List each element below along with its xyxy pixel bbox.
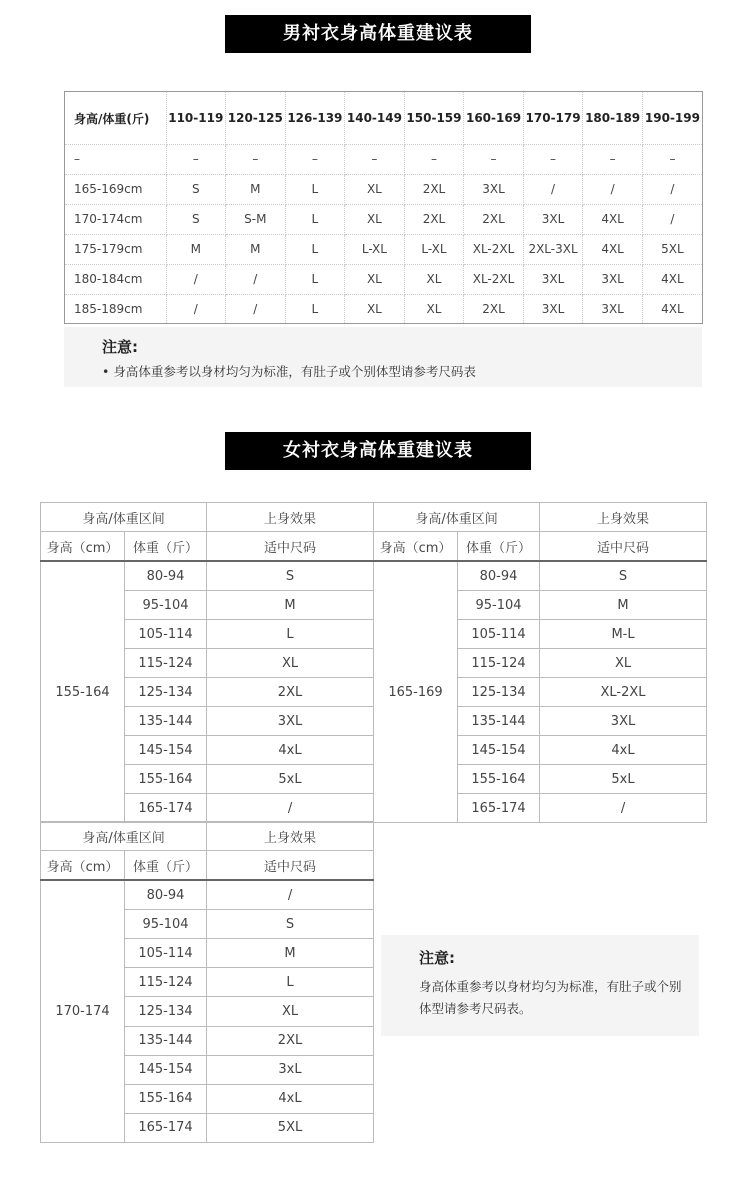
size-header: 适中尺码 bbox=[207, 851, 374, 881]
size-cell: 2XL bbox=[207, 678, 374, 707]
range-header: 身高/体重区间 bbox=[41, 822, 207, 851]
weight-cell: 105-114 bbox=[125, 620, 207, 649]
height-range-cell: 170-174 bbox=[41, 880, 125, 1142]
men-cell: – bbox=[166, 145, 226, 175]
men-cell: / bbox=[226, 264, 286, 294]
men-cell: 2XL bbox=[404, 204, 464, 234]
size-cell: 3XL bbox=[540, 707, 707, 736]
size-cell: M bbox=[540, 591, 707, 620]
women-table-165-169 bbox=[373, 502, 707, 823]
size-cell: 2XL bbox=[207, 1026, 374, 1055]
size-header: 适中尺码 bbox=[540, 532, 707, 562]
men-cell: 3XL bbox=[583, 264, 643, 294]
men-cell: – bbox=[583, 145, 643, 175]
men-cell: M bbox=[226, 234, 286, 264]
table-row bbox=[65, 174, 702, 204]
men-cell: – bbox=[523, 145, 583, 175]
weight-cell: 95-104 bbox=[125, 910, 207, 939]
table-row bbox=[65, 234, 702, 264]
women-note-title: 注意: bbox=[419, 949, 455, 967]
men-cell: / bbox=[642, 174, 702, 204]
men-cell: 4XL bbox=[661, 301, 684, 316]
men-cell: S bbox=[166, 174, 226, 204]
men-cell: L bbox=[285, 294, 345, 323]
men-header-cell: 126-139 bbox=[285, 92, 345, 145]
weight-cell: 155-164 bbox=[125, 765, 207, 794]
weight-cell: 125-134 bbox=[125, 997, 207, 1026]
women-chart-title: 女衬衣身高体重建议表 bbox=[225, 432, 531, 470]
weight-cell: 165-174 bbox=[458, 794, 540, 823]
men-cell: – bbox=[226, 145, 286, 175]
table-row bbox=[65, 264, 702, 294]
weight-cell: 155-164 bbox=[125, 1084, 207, 1113]
size-cell: 3xL bbox=[207, 1055, 374, 1084]
size-cell: S bbox=[207, 910, 374, 939]
men-header-cell: 身高/体重(斤) bbox=[65, 92, 166, 145]
table-row bbox=[65, 145, 702, 175]
table-row bbox=[65, 204, 702, 234]
subheader-row bbox=[41, 851, 374, 881]
size-cell: S bbox=[540, 561, 707, 591]
men-cell: / bbox=[166, 294, 226, 323]
men-header-cell: 120-125 bbox=[226, 92, 286, 145]
men-cell: – bbox=[65, 145, 166, 175]
men-cell: – bbox=[642, 145, 702, 175]
men-cell: 2XL bbox=[464, 294, 524, 323]
size-cell: L bbox=[207, 620, 374, 649]
range-header: 身高/体重区间 bbox=[41, 503, 207, 532]
men-note bbox=[64, 327, 702, 387]
men-cell: XL bbox=[345, 174, 405, 204]
women-note bbox=[381, 935, 699, 1036]
men-size-table bbox=[64, 91, 703, 324]
weight-cell: 105-114 bbox=[458, 620, 540, 649]
men-header-cell: 160-169 bbox=[464, 92, 524, 145]
weight-header: 体重（斤） bbox=[458, 532, 540, 562]
subheader-row bbox=[41, 532, 374, 562]
men-cell: XL bbox=[345, 204, 405, 234]
header-row bbox=[374, 503, 707, 532]
size-cell: / bbox=[540, 794, 707, 823]
size-cell: L bbox=[207, 968, 374, 997]
men-cell: S bbox=[166, 204, 226, 234]
men-header-row bbox=[65, 92, 702, 145]
weight-cell: 125-134 bbox=[125, 678, 207, 707]
men-cell: L bbox=[285, 204, 345, 234]
size-cell: XL-2XL bbox=[540, 678, 707, 707]
men-cell: S-M bbox=[226, 204, 286, 234]
men-cell: 175-179cm bbox=[65, 234, 166, 264]
weight-cell: 115-124 bbox=[125, 649, 207, 678]
men-header-cell: 110-119 bbox=[166, 92, 226, 145]
men-cell: 3XL bbox=[523, 204, 583, 234]
size-cell: 4xL bbox=[540, 736, 707, 765]
men-cell: 3XL bbox=[464, 174, 524, 204]
weight-cell: 155-164 bbox=[458, 765, 540, 794]
men-cell: 2XL bbox=[404, 174, 464, 204]
men-cell: / bbox=[642, 204, 702, 234]
size-cell: 5xL bbox=[207, 765, 374, 794]
men-cell: XL-2XL bbox=[464, 264, 524, 294]
men-header-cell: 180-189 bbox=[583, 92, 643, 145]
men-header-cell: 170-179 bbox=[523, 92, 583, 145]
men-cell: L bbox=[285, 174, 345, 204]
size-cell: 4xL bbox=[207, 736, 374, 765]
height-range-cell: 165-169 bbox=[374, 561, 458, 823]
size-cell: M-L bbox=[540, 620, 707, 649]
size-cell: S bbox=[207, 561, 374, 591]
size-cell: 5xL bbox=[540, 765, 707, 794]
header-row bbox=[41, 503, 374, 532]
men-cell: XL bbox=[404, 264, 464, 294]
men-cell: XL bbox=[345, 264, 405, 294]
men-cell: 165-169cm bbox=[65, 174, 166, 204]
weight-cell: 80-94 bbox=[458, 561, 540, 591]
women-table-155-164 bbox=[40, 502, 374, 823]
men-cell: L-XL bbox=[404, 234, 464, 264]
men-cell: – bbox=[464, 145, 524, 175]
men-cell: 3XL bbox=[523, 264, 583, 294]
men-cell: M bbox=[166, 234, 226, 264]
table-row bbox=[374, 561, 707, 591]
women-note-text: 身高体重参考以身材均匀为标准，有肚子或个别体型请参考尺码表。 bbox=[419, 979, 682, 1016]
men-cell: XL bbox=[345, 294, 405, 323]
men-cell: 185-189cm bbox=[65, 294, 166, 323]
weight-cell: 135-144 bbox=[125, 1026, 207, 1055]
men-header-cell: 140-149 bbox=[345, 92, 405, 145]
men-cell: 170-174cm bbox=[65, 204, 166, 234]
men-cell: M bbox=[226, 174, 286, 204]
weight-cell: 145-154 bbox=[458, 736, 540, 765]
men-cell: / bbox=[166, 264, 226, 294]
men-chart-title: 男衬衣身高体重建议表 bbox=[225, 15, 531, 53]
women-table-170-174 bbox=[40, 821, 374, 1143]
size-cell: XL bbox=[207, 649, 374, 678]
men-cell: XL bbox=[404, 294, 464, 323]
height-header: 身高（cm） bbox=[374, 532, 458, 562]
header-row bbox=[41, 822, 374, 851]
men-cell: – bbox=[404, 145, 464, 175]
men-cell: 5XL bbox=[642, 234, 702, 264]
men-cell: 4XL bbox=[583, 234, 643, 264]
men-cell: / bbox=[583, 174, 643, 204]
men-cell: 4XL bbox=[583, 204, 643, 234]
height-header: 身高（cm） bbox=[41, 851, 125, 881]
weight-cell: 125-134 bbox=[458, 678, 540, 707]
size-cell: XL bbox=[540, 649, 707, 678]
weight-cell: 165-174 bbox=[125, 794, 207, 823]
size-cell: / bbox=[207, 794, 374, 823]
table-row bbox=[41, 880, 374, 910]
weight-cell: 115-124 bbox=[458, 649, 540, 678]
men-header-cell: 150-159 bbox=[404, 92, 464, 145]
weight-cell: 95-104 bbox=[125, 591, 207, 620]
men-cell: / bbox=[226, 294, 286, 323]
weight-cell: 135-144 bbox=[458, 707, 540, 736]
weight-header: 体重（斤） bbox=[125, 532, 207, 562]
men-cell: – bbox=[285, 145, 345, 175]
men-cell: L bbox=[285, 264, 345, 294]
size-cell: / bbox=[207, 880, 374, 910]
weight-cell: 80-94 bbox=[125, 880, 207, 910]
effect-header: 上身效果 bbox=[207, 822, 374, 851]
table-row bbox=[65, 294, 702, 323]
height-range-cell: 155-164 bbox=[41, 561, 125, 823]
size-cell: XL bbox=[207, 997, 374, 1026]
men-cell: 3XL bbox=[583, 294, 643, 323]
men-note-text: • 身高体重参考以身材均匀为标准，有肚子或个别体型请参考尺码表 bbox=[102, 364, 476, 379]
men-cell: 180-184cm bbox=[65, 264, 166, 294]
effect-header: 上身效果 bbox=[540, 503, 707, 532]
weight-cell: 105-114 bbox=[125, 939, 207, 968]
subheader-row bbox=[374, 532, 707, 562]
weight-cell: 145-154 bbox=[125, 736, 207, 765]
men-header-cell: 190-199 bbox=[642, 92, 702, 145]
effect-header: 上身效果 bbox=[207, 503, 374, 532]
table-row bbox=[41, 561, 374, 591]
weight-cell: 145-154 bbox=[125, 1055, 207, 1084]
men-cell: 3XL bbox=[523, 294, 583, 323]
weight-cell: 80-94 bbox=[125, 561, 207, 591]
range-header: 身高/体重区间 bbox=[374, 503, 540, 532]
men-cell: XL-2XL bbox=[464, 234, 524, 264]
men-cell: 2XL-3XL bbox=[523, 234, 583, 264]
size-header: 适中尺码 bbox=[207, 532, 374, 562]
men-cell: L-XL bbox=[345, 234, 405, 264]
men-cell: L bbox=[285, 234, 345, 264]
men-cell: / bbox=[523, 174, 583, 204]
size-cell: 3XL bbox=[207, 707, 374, 736]
height-header: 身高（cm） bbox=[41, 532, 125, 562]
men-cell: 4XL bbox=[642, 264, 702, 294]
weight-header: 体重（斤） bbox=[125, 851, 207, 881]
weight-cell: 135-144 bbox=[125, 707, 207, 736]
size-cell: M bbox=[207, 591, 374, 620]
weight-cell: 115-124 bbox=[125, 968, 207, 997]
size-cell: M bbox=[207, 939, 374, 968]
size-cell: 5XL bbox=[207, 1113, 374, 1142]
men-note-title: 注意: bbox=[102, 338, 138, 356]
men-cell: 2XL bbox=[464, 204, 524, 234]
weight-cell: 165-174 bbox=[125, 1113, 207, 1142]
men-cell: – bbox=[345, 145, 405, 175]
size-cell: 4xL bbox=[207, 1084, 374, 1113]
weight-cell: 95-104 bbox=[458, 591, 540, 620]
